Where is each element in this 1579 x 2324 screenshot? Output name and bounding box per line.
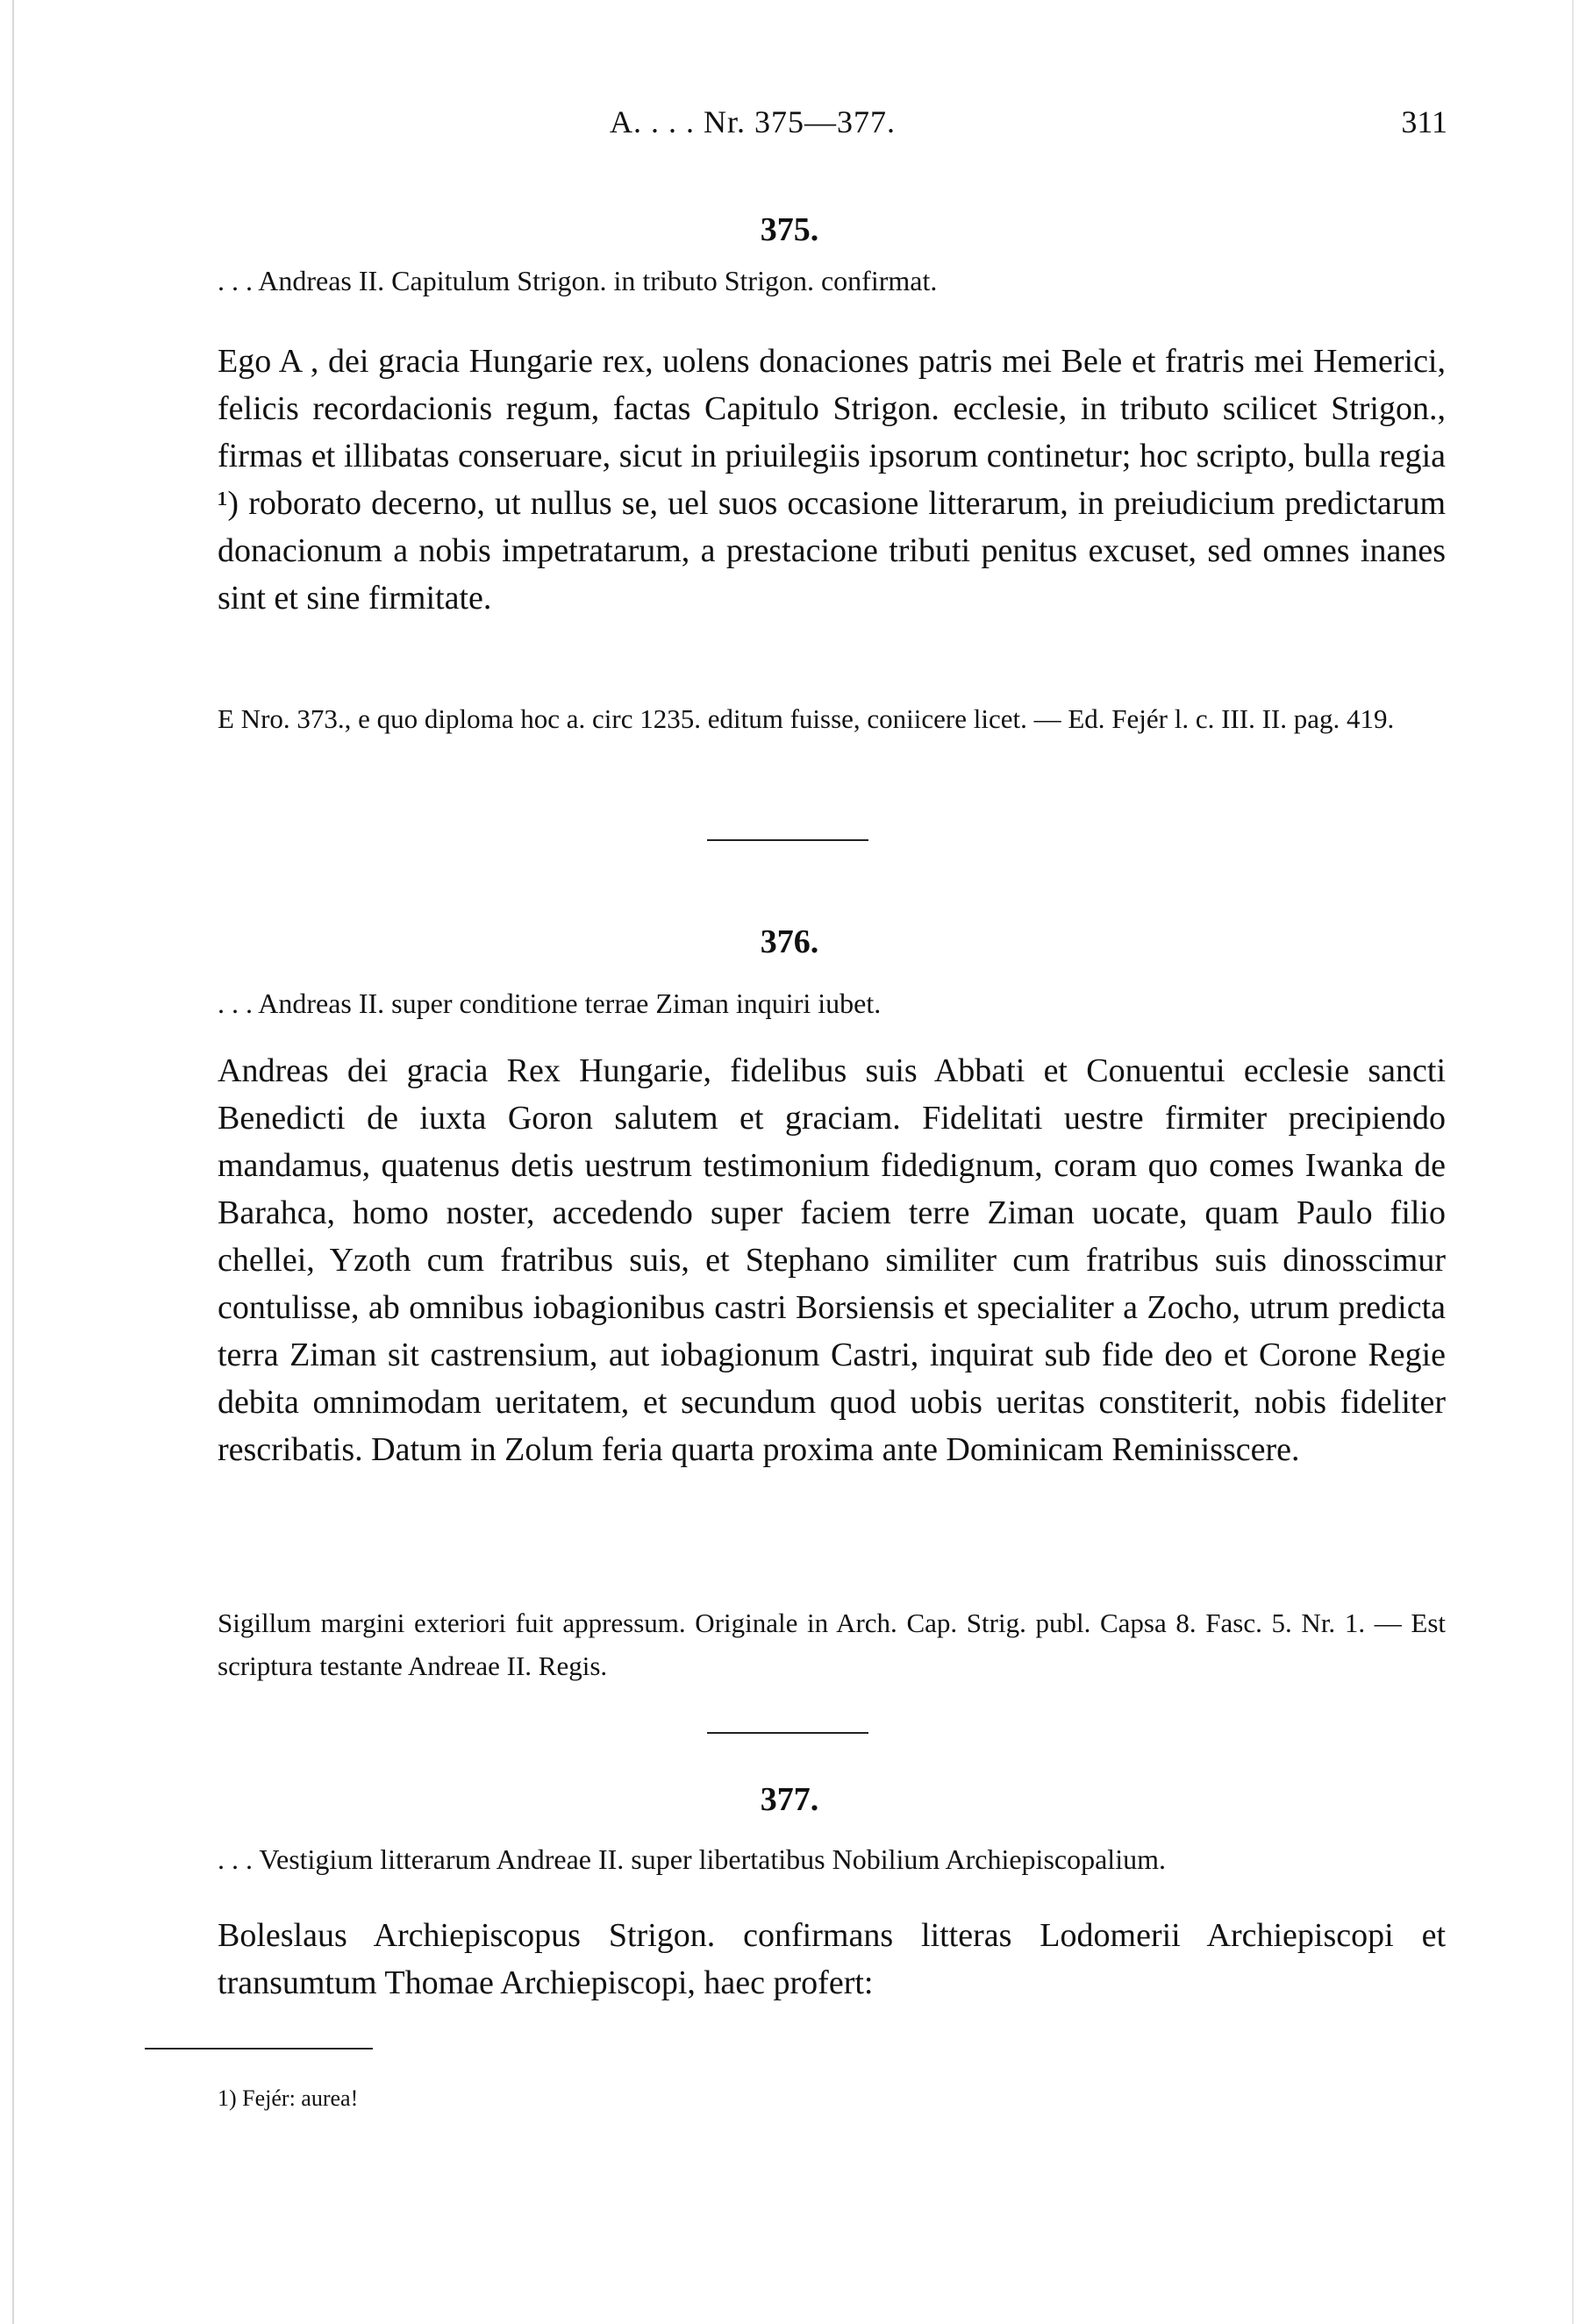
section-separator <box>707 1732 868 1734</box>
entry-text-376: Andreas dei gracia Rex Hungarie, fidelibus suis Abbati et Conuentui ecclesie sancti Benedicti de iuxta Goron salutem et graciam. Fidelitati uestre firmiter precipiendo mandamus, quatenus detis uestrum testimonium fidedignum, coram quo comes Iwanka de Barahca, homo noster, accedendo super faciem terre Ziman uocate, quam Paulo filio chellei, Yzoth cum fratribus suis, et Stephano similiter cum fratribus suis dinosscimur contulisse, ab omnibus iobagionibus castri Borsiensis et specialiter a Zocho, utrum predicta terra Ziman sit castrensium, aut iobagionum Castri, inquirat sub fide deo et Corone Regie debita omnimodam ueritatem, et secundum quod uobis ueritas constiterit, nobis fideliter rescribatis. Datum in Zolum feria quarta proxima ante Dominicam Reminisscere. <box>218 1052 1446 1468</box>
entry-text-377: Boleslaus Archiepiscopus Strigon. confirmans litteras Lodomerii Archiepiscopi et transumtum Thomae Archiepiscopi, haec profert: <box>218 1917 1446 2001</box>
entry-note-376: Sigillum margini exteriori fuit appressum. Originale in Arch. Cap. Strig. publ. Capsa 8. Fasc. 5. Nr. 1. — Est scriptura testante Andreae II. Regis. <box>218 1608 1446 1681</box>
page-number: 311 <box>1401 104 1447 139</box>
entry-number-375: 375. <box>760 211 819 248</box>
entry-regest-377: . . . Vestigium litterarum Andreae II. super libertatibus Nobilium Archiepiscopalium. <box>218 1843 1166 1875</box>
entry-regest-375: . . . Andreas II. Capitulum Strigon. in tributo Strigon. confirmat. <box>218 265 938 296</box>
entry-number-377: 377. <box>760 1781 819 1818</box>
footnote: 1) Fejér: aurea! <box>218 2085 359 2111</box>
footnote-rule <box>145 2048 373 2050</box>
entry-text-375: Ego A , dei gracia Hungarie rex, uolens donaciones patris mei Bele et fratris mei Hemerici, felicis recordacionis regum, factas Capitulo Strigon. ecclesie, in tributo scilicet Strigon., firmas et illibatas conseruare, sicut in priuilegiis ipsorum continetur; hoc scripto, bulla regia ¹) roborato decerno, ut nullus se, uel suos occasione litterarum, in preiudicium predictarum donacionum a nobis impetratarum, a prestacione tributi penitus excuset, sed omnes inanes sint et sine firmitate. <box>218 343 1446 617</box>
section-separator <box>707 839 868 841</box>
entry-number-376: 376. <box>760 923 819 960</box>
running-title: A. . . . Nr. 375—377. <box>610 104 896 139</box>
scan-edge-left <box>12 0 14 2324</box>
entry-regest-376: . . . Andreas II. super conditione terrae Ziman inquiri iubet. <box>218 987 882 1019</box>
page-header <box>211 103 1447 156</box>
scan-edge-right <box>1572 0 1574 2324</box>
entry-note-375: E Nro. 373., e quo diploma hoc a. circ 1235. editum fuisse, coniicere licet. — Ed. Fejér l. c. III. II. pag. 419. <box>218 703 1395 734</box>
